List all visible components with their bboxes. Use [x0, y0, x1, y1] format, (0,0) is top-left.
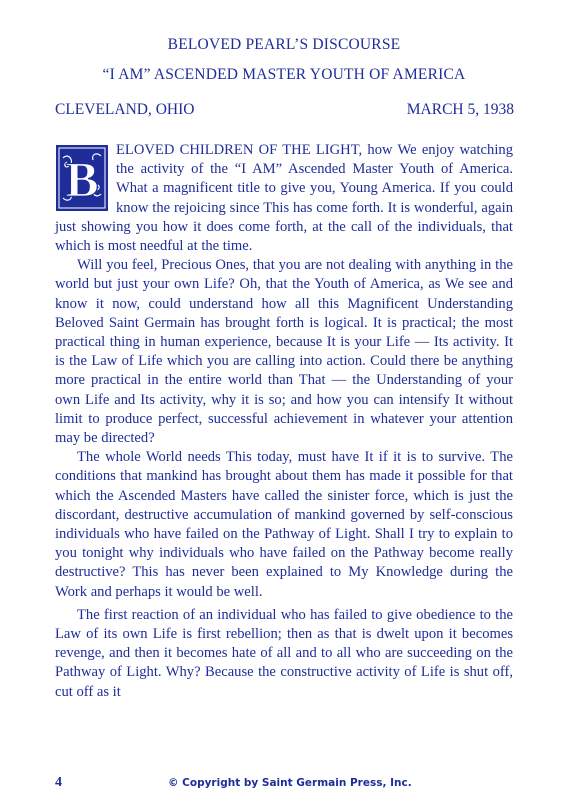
- page-number: 4: [55, 775, 62, 790]
- copyright-icon: ©: [168, 777, 179, 789]
- date: MARCH 5, 1938: [406, 101, 514, 118]
- paragraph-1: [55, 141, 513, 256]
- discourse-subtitle: “I AM” ASCENDED MASTER YOUTH OF AMERICA: [102, 66, 466, 83]
- paragraph-3: The whole World needs This today, must have It if it is to survive. The conditions that mankind has brought about them has made it possible for that which the Ascended Masters have called the sinister force, which is just the discordant, destructive accumulation of mankind governed by self-conscious individuals who have failed on the Pathway of Light. Shall I try to explain to you tonight why individuals who have failed on the Pathway become really destructive? This has never been explained to My Knowledge during the Work and perhaps it would be well.: [55, 449, 513, 600]
- paragraph-4: The first reaction of an individual who has failed to give obedience to the Law of its own Life is first rebellion; then as that is dwelt upon it becomes revenge, and then it becomes hate of all and to all who are succeeding on the Pathway of Light. Why? Because the constructive activity of Life is shut off, cut off as it: [55, 606, 513, 700]
- dropcap-letter: B: [65, 151, 99, 207]
- copyright-notice: [168, 777, 412, 789]
- paragraph-1-text: ELOVED CHILDREN OF THE LIGHT, how We enjoy watching the activity of the “I AM” Ascended Master Youth of America. What a magnificent title to give you, Young America. If you could know the rejoicing since This has come forth. It is wonderful, again just showing you how it does come forth, at the call of the individuals, that which is most needful at the time.: [55, 142, 513, 255]
- location: CLEVELAND, OHIO: [55, 101, 195, 118]
- decorative-initial-b: [55, 144, 109, 212]
- discourse-body: [55, 141, 513, 702]
- copyright-text: Copyright by Saint Germain Press, Inc.: [182, 777, 412, 789]
- discourse-title: BELOVED PEARL’S DISCOURSE: [167, 36, 401, 53]
- paragraph-2: Will you feel, Precious Ones, that you are not dealing with anything in the world but just your own Life? Oh, that the Youth of America, as We see and know it now, could understand how all this Magnificent Understanding Beloved Saint Germain has brought forth is logical. It is practical; the most practical thing in human experience, because It is your Life — Its activity. It is the Law of Life which you are calling into action. Could there be anything more practical in the entire world than That — the Understanding of your own Life and Its activity, why it is so; and how you can intensify It without limit to produce perfect, successful achievement in whatever your attention may be directed?: [55, 257, 513, 447]
